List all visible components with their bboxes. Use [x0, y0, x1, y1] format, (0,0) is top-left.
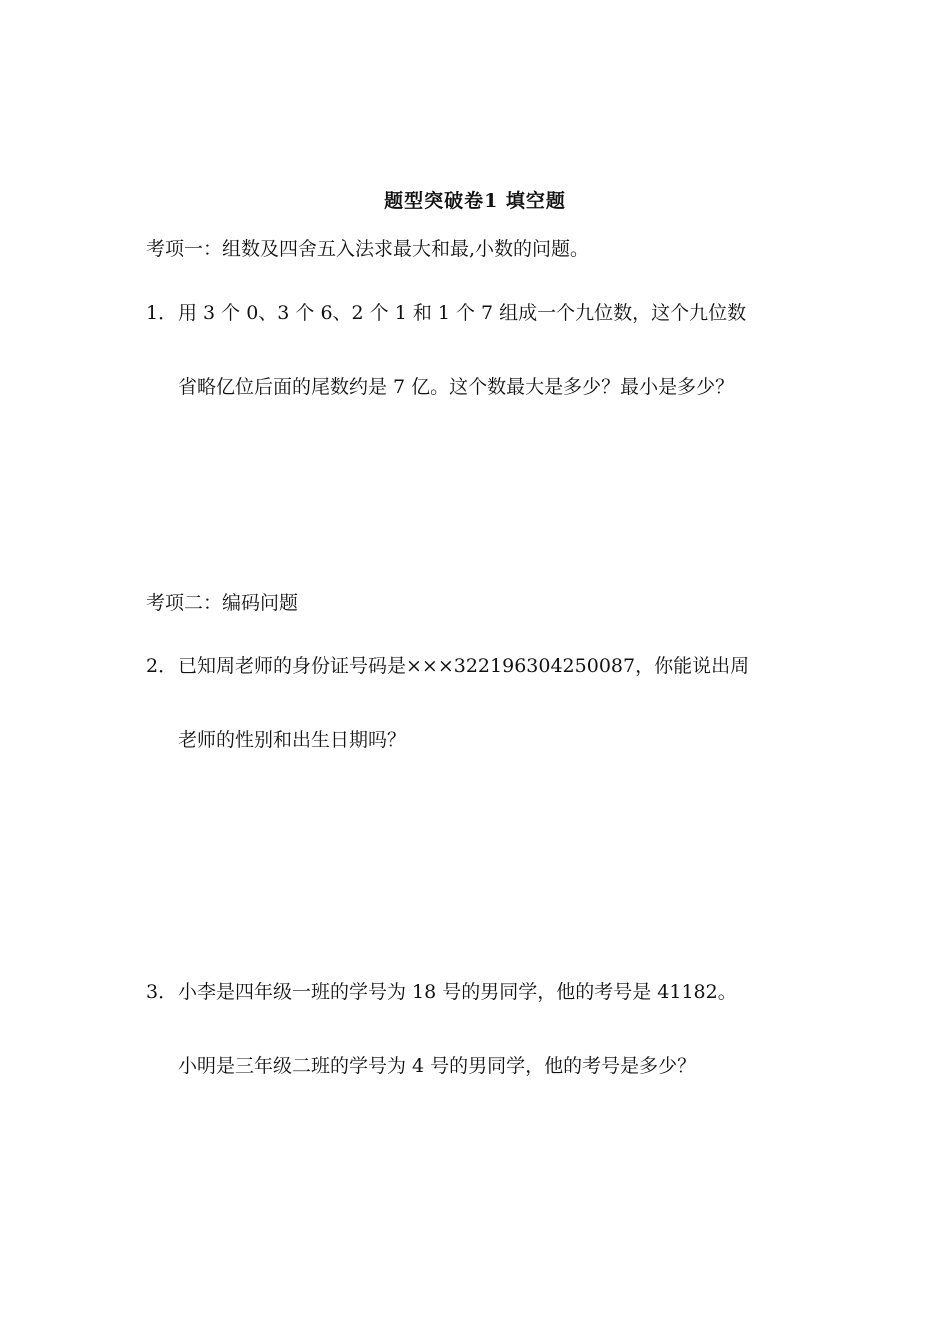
question-text: 小李是四年级一班的学号为 18 号的男同学，他的考号是 41182。	[178, 981, 737, 1003]
question-number: 1．	[146, 302, 178, 324]
question-text: 用 3 个 0、3 个 6、2 个 1 和 1 个 7 组成一个九位数，这个九位数	[178, 302, 747, 324]
question-3-line-1	[146, 979, 737, 1005]
question-2-line-2: 老师的性别和出生日期吗？	[178, 729, 407, 751]
question-text: 已知周老师的身份证号码是×××322196304250087，你能说出周	[178, 655, 750, 677]
section-heading-2: 考项二：编码问题	[146, 592, 299, 614]
page-title: 题型突破卷1 填空题	[384, 190, 566, 212]
question-1-line-2: 省略亿位后面的尾数约是 7 亿。这个数最大是多少？最小是多少？	[178, 376, 735, 398]
question-1-line-1	[146, 300, 746, 326]
question-2-line-1	[146, 653, 749, 679]
question-number: 3．	[146, 981, 178, 1003]
question-3-line-2: 小明是三年级二班的学号为 4 号的男同学，他的考号是多少？	[178, 1055, 697, 1077]
section-heading-1: 考项一：组数及四舍五入法求最大和最,小数的问题。	[146, 238, 590, 260]
question-number: 2．	[146, 655, 178, 677]
